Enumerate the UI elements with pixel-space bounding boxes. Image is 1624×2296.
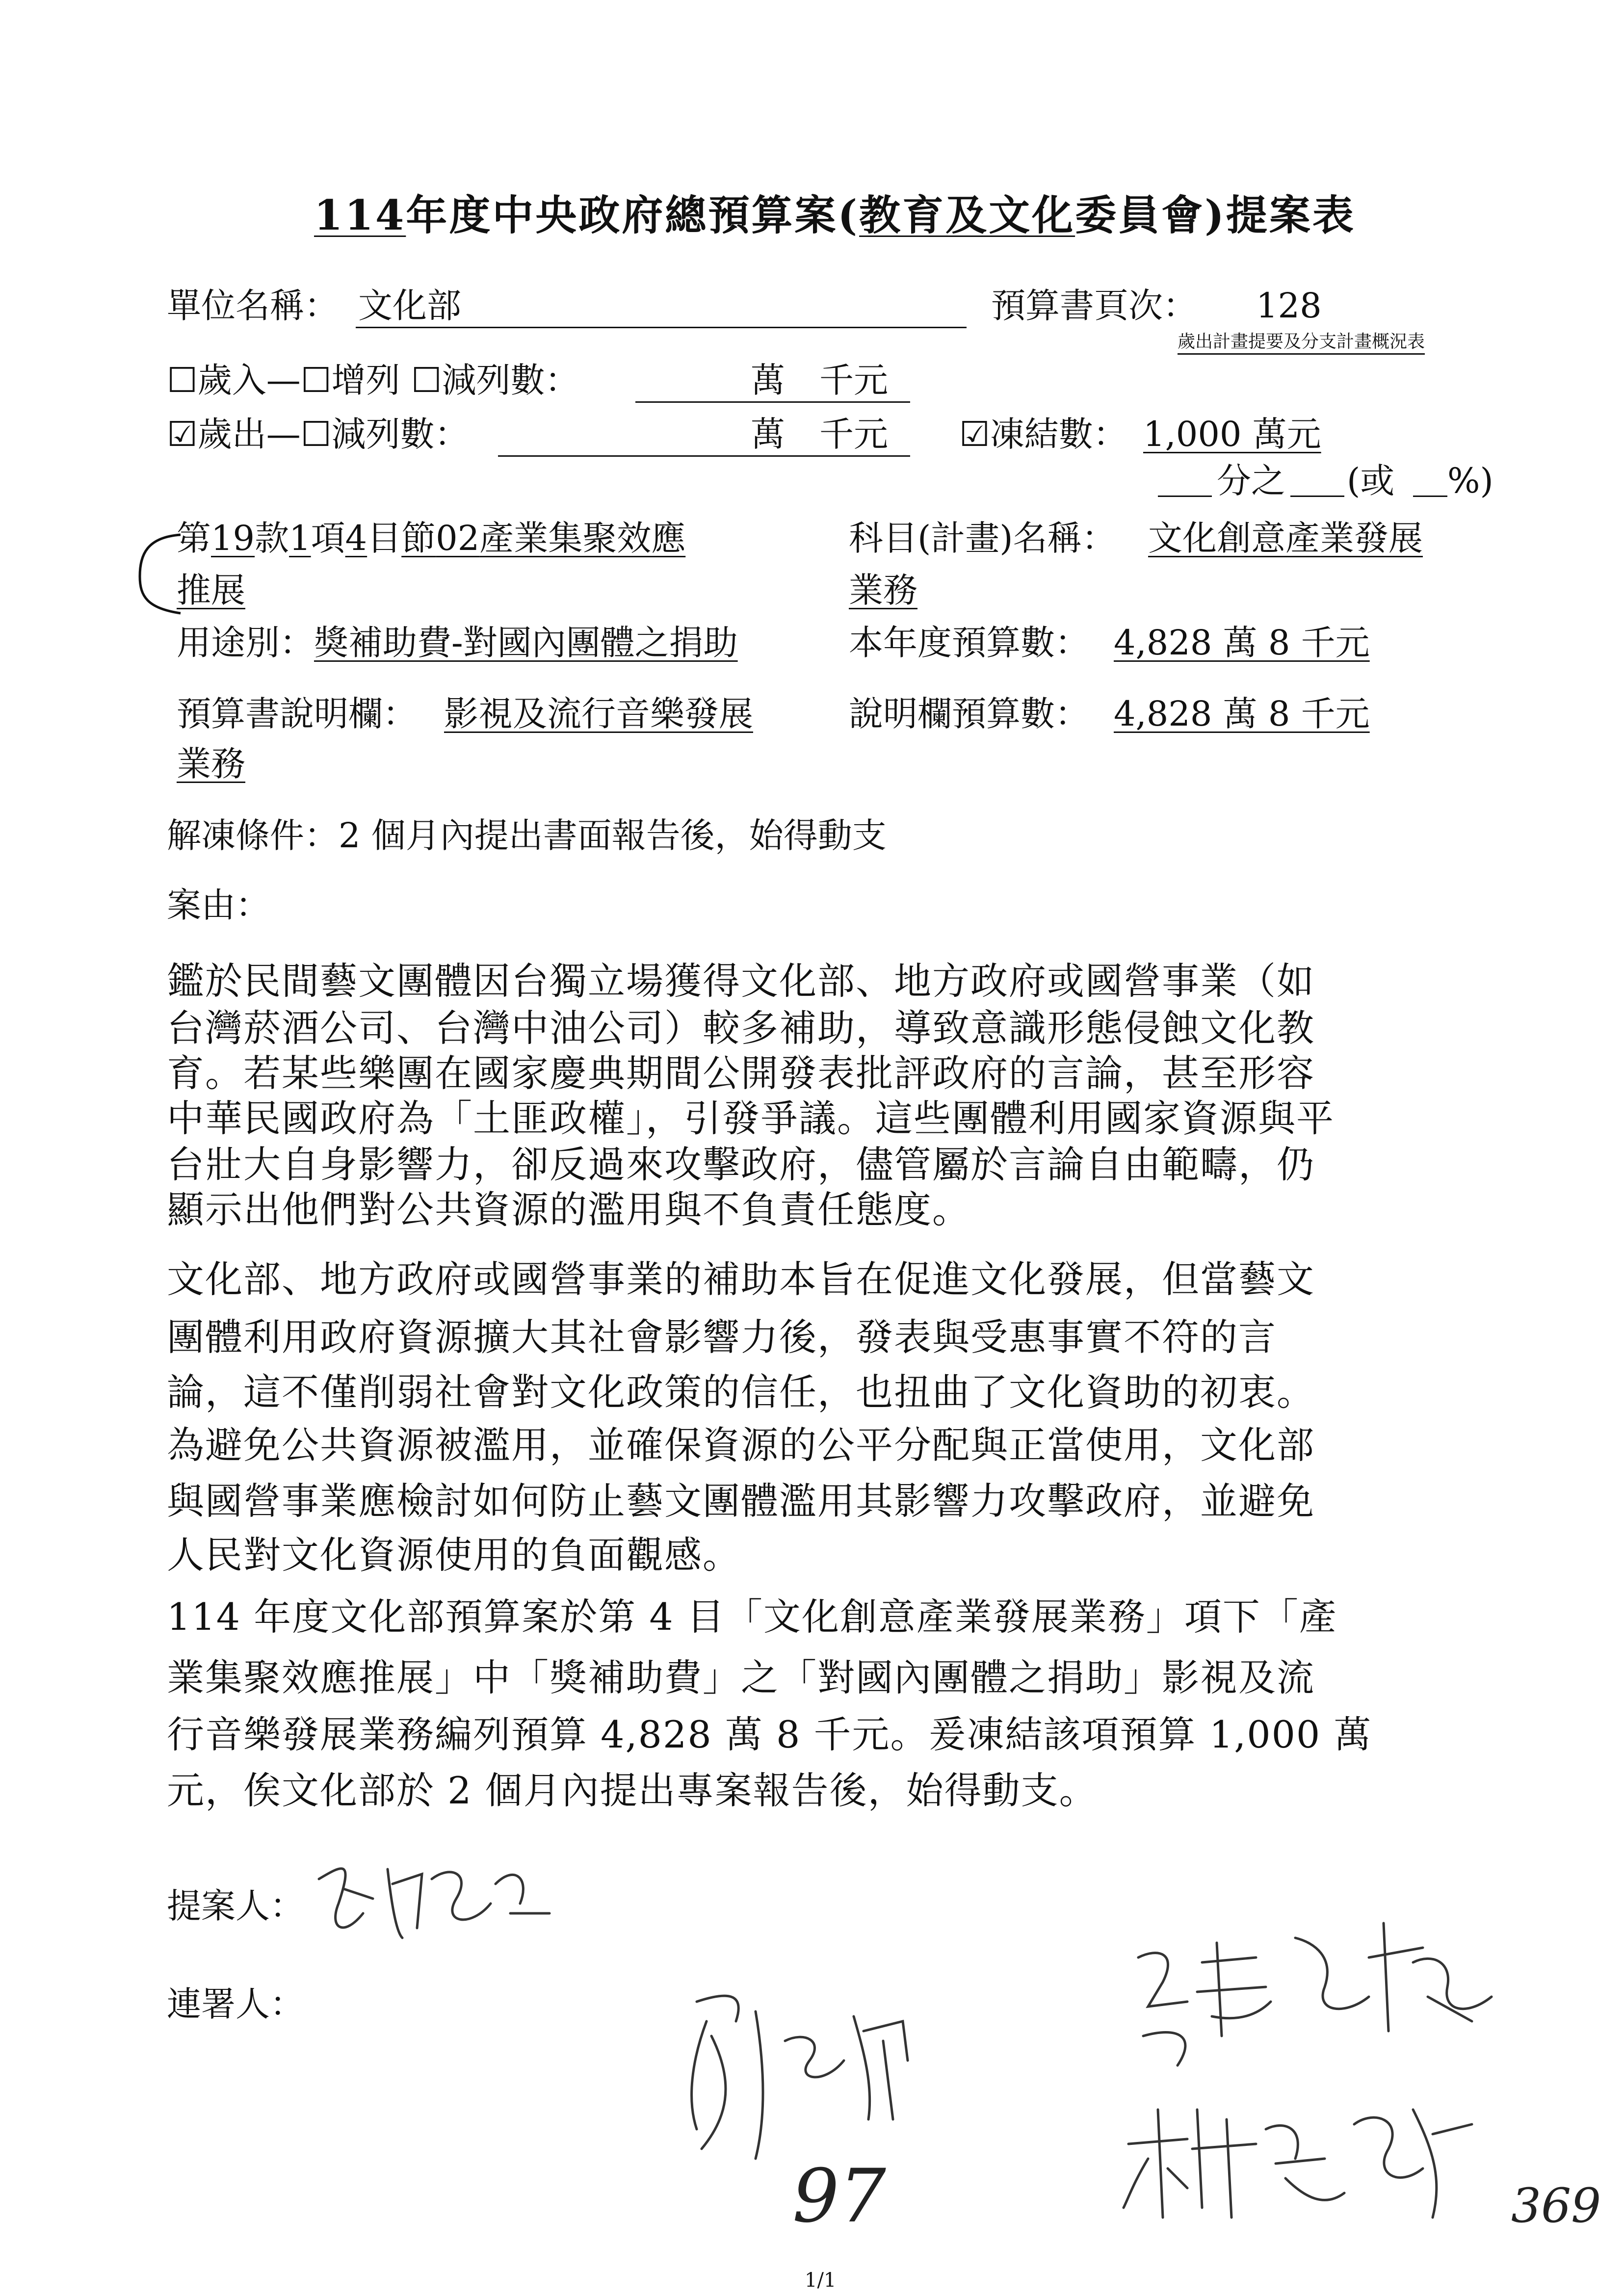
- expense-units: 萬 千元: [751, 414, 888, 454]
- expense-underline: [498, 455, 910, 457]
- usage-value: 獎補助費-對國內團體之捐助: [314, 623, 738, 663]
- body-line: 元，俟文化部於 2 個月內提出專案報告後，始得動支。: [167, 1769, 1098, 1812]
- reason-label: 案由：: [167, 885, 270, 925]
- body-line: 顯示出他們對公共資源的濫用與不負責任態度。: [167, 1188, 970, 1231]
- item-jie: 02: [436, 518, 480, 558]
- subject-label: 科目(計畫)名稱：: [849, 518, 1116, 558]
- proposer-label: 提案人：: [167, 1886, 304, 1926]
- budget-page-value: 128: [1256, 286, 1322, 326]
- body-line: 與國營事業應檢討如何防止藝文團體濫用其影響力攻擊政府，並避免: [167, 1479, 1315, 1523]
- body-line: 為避免公共資源被濫用，並確保資源的公平分配與正當使用，文化部: [167, 1423, 1315, 1467]
- subject-value-b: 業務: [849, 570, 917, 610]
- item-k2: 款: [255, 518, 289, 558]
- fraction-blank-3: [1413, 496, 1447, 497]
- item-k4: 目: [367, 518, 402, 558]
- fraction-blank-1: [1158, 496, 1212, 497]
- annual-budget-label: 本年度預算數：: [849, 623, 1089, 663]
- body-line: 育。若某些樂團在國家慶典期間公開發表批評政府的言論，甚至形容: [167, 1051, 1315, 1095]
- explain-budget-value: 4,828 萬 8 千元: [1114, 694, 1370, 734]
- fraction-pct: %): [1447, 461, 1493, 501]
- title-year: 114: [314, 191, 406, 239]
- body-line: 人民對文化資源使用的負面觀感。: [167, 1533, 741, 1577]
- body-line: 中華民國政府為「土匪政權」，引發爭議。這些團體利用國家資源與平: [167, 1096, 1335, 1140]
- item-k3: 項: [311, 518, 345, 558]
- annual-budget-value: 4,828 萬 8 千元: [1114, 623, 1370, 663]
- explain-value-b: 業務: [177, 744, 245, 784]
- budget-page-note: 歲出計畫提要及分支計畫概況表: [1178, 332, 1425, 352]
- page-title: [314, 183, 1356, 242]
- unit-underline: [356, 327, 967, 328]
- handwritten-369: 369: [1511, 2178, 1601, 2233]
- unit-label: 單位名稱：: [167, 286, 339, 326]
- body-line: 台壯大自身影響力，卻反過來攻擊政府，儘管屬於言論自由範疇，仍: [167, 1143, 1315, 1186]
- subject-value-a: 文化創意產業發展: [1148, 518, 1423, 558]
- expense-row: ☑歲出—☐減列數：: [167, 414, 469, 454]
- freeze-label: ☑凍結數：: [959, 414, 1127, 454]
- page-number: 1/1: [805, 2269, 837, 2292]
- explain-value-a: 影視及流行音樂發展: [444, 694, 753, 734]
- signature-cosigner-3: [0, 0, 5, 5]
- item-mu: 4: [345, 518, 367, 558]
- title-part1: 年度中央政府總預算案(: [406, 191, 860, 239]
- handwritten-97: 97: [792, 2154, 886, 2239]
- revenue-underline: [635, 401, 910, 403]
- item-kuan: 19: [211, 518, 255, 558]
- revenue-row: ☐歲入—☐增列 ☐減列數：: [167, 360, 579, 400]
- body-line: 文化部、地方政府或國營事業的補助本旨在促進文化發展，但當藝文: [167, 1257, 1315, 1301]
- unit-value: 文化部: [358, 286, 461, 326]
- title-committee: 教育及文化: [859, 191, 1075, 239]
- item-name-b: 推展: [177, 570, 245, 610]
- revenue-units: 萬 千元: [751, 360, 888, 400]
- body-line: 業集聚效應推展」中「獎補助費」之「對國內團體之捐助」影視及流: [167, 1656, 1315, 1699]
- body-line: 114 年度文化部預算案於第 4 目「文化創意產業發展業務」項下「產: [167, 1595, 1337, 1639]
- usage-label: 用途別：: [177, 623, 314, 663]
- fraction-blank-2: [1290, 496, 1344, 497]
- explain-budget-label: 說明欄預算數：: [849, 694, 1089, 734]
- item-k1: 第: [177, 518, 211, 558]
- freeze-value: 1,000 萬元: [1143, 414, 1321, 454]
- fraction-huo: (或: [1347, 461, 1395, 501]
- item-code: [177, 518, 686, 558]
- title-part2: 委員會)提案表: [1075, 191, 1356, 239]
- body-line: 論，這不僅削弱社會對文化政策的信任，也扭曲了文化資助的初衷。: [167, 1370, 1315, 1414]
- explain-label: 預算書說明欄：: [177, 694, 417, 734]
- item-k5: 節: [401, 518, 436, 558]
- body-line: 行音樂發展業務編列預算 4,828 萬 8 千元。爰凍結該項預算 1,000 萬: [167, 1713, 1372, 1756]
- item-name-a: 產業集聚效應: [479, 518, 686, 558]
- fraction-fen: 分之: [1217, 461, 1285, 501]
- unfreeze-condition: 解凍條件：2 個月內提出書面報告後，始得動支: [167, 815, 887, 856]
- body-line: 團體利用政府資源擴大其社會影響力後，發表與受惠事實不符的言: [167, 1315, 1277, 1359]
- body-line: 鑑於民間藝文團體因台獨立場獲得文化部、地方政府或國營事業（如: [167, 959, 1315, 1003]
- body-line: 台灣菸酒公司、台灣中油公司）較多補助，導致意識形態侵蝕文化教: [167, 1006, 1315, 1050]
- item-xiang: 1: [289, 518, 311, 558]
- cosigner-label: 連署人：: [167, 1984, 304, 2024]
- budget-page-label: 預算書頁次：: [991, 286, 1197, 326]
